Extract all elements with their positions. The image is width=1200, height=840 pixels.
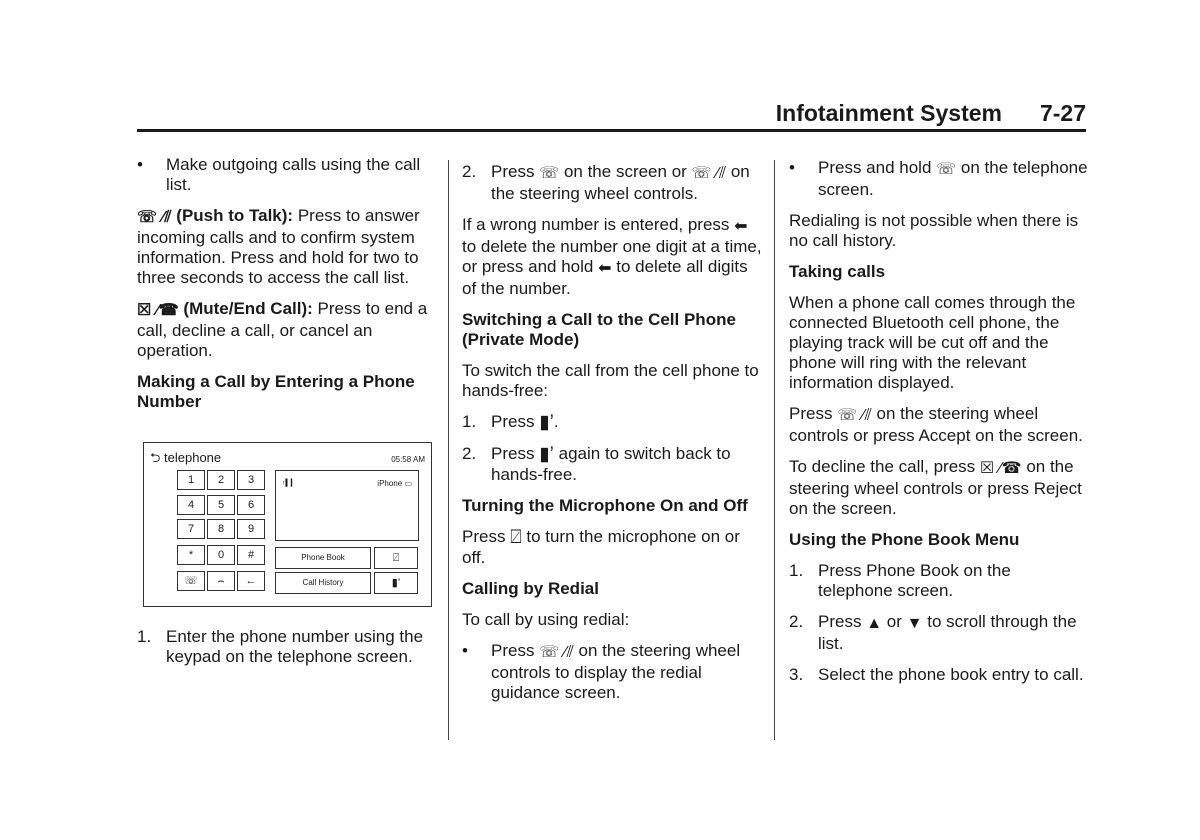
push-to-talk-label: (Push to Talk): — [176, 206, 294, 225]
section-heading: Using the Phone Book Menu — [789, 530, 1020, 549]
key-5: 5 — [207, 495, 235, 515]
key-3: 3 — [237, 470, 265, 490]
step-item — [789, 665, 1089, 685]
push-to-talk-icon: ∕⫽ — [716, 165, 727, 182]
down-arrow-icon: ▼ — [906, 615, 923, 632]
wrong-number-paragraph — [462, 215, 762, 299]
device-name: iPhone ▭ — [377, 479, 412, 488]
paragraph-text: on the steering wheel controls or press Accept on the screen. — [789, 404, 1083, 445]
phone-icon: ☏ — [691, 165, 712, 182]
step-text: Select the phone book entry to call. — [818, 665, 1084, 684]
step-number: 1. — [789, 561, 804, 580]
step-text: on the steering wheel controls. — [491, 162, 750, 203]
mic-paragraph — [462, 527, 762, 568]
page-number: 7-27 — [1039, 100, 1086, 126]
section-heading: Turning the Microphone On and Off — [462, 496, 748, 515]
step-text: Press — [491, 162, 535, 181]
step-number: 3. — [789, 665, 804, 684]
up-arrow-icon: ▲ — [866, 615, 883, 632]
section-heading: Switching a Call to the Cell Phone (Private Mode) — [462, 310, 736, 349]
key-1: 1 — [177, 470, 205, 490]
key-7: 7 — [177, 519, 205, 539]
figure-title: ⮌ telephone — [150, 450, 222, 465]
call-history-button: Call History — [275, 572, 371, 594]
taking-calls-paragraph: When a phone call comes through the connected Bluetooth cell phone, the playing track will be cut off and the phone will ring with the relevant information displayed. — [789, 293, 1076, 392]
list-item — [789, 158, 1089, 200]
step-item — [462, 444, 762, 485]
bullet-mark: • — [137, 155, 143, 174]
step-item — [789, 612, 1089, 654]
figure-time: 05:58 AM — [391, 455, 425, 464]
list-item — [462, 641, 762, 703]
section-heading: Taking calls — [789, 262, 886, 281]
handsfree-icon: ▮’ — [374, 572, 418, 594]
paragraph-text: If a wrong number is entered, press — [462, 215, 730, 234]
back-key-icon: ← — [237, 571, 265, 591]
mute-text: Press to end a call, decline a call, or cancel an operation. — [137, 299, 428, 360]
mute-icon: ☒ — [137, 302, 152, 319]
mute-paragraph — [137, 299, 437, 361]
step-number: 1. — [462, 412, 477, 431]
step-number: 1. — [137, 627, 152, 646]
step-text: Press — [491, 444, 535, 463]
step-number: 2. — [462, 444, 477, 463]
end-call-icon: ∕☎ — [156, 302, 179, 319]
push-to-talk-text: Press to answer incoming calls and to confirm system information. Press and hold for two to three seconds to access the call list. — [137, 206, 420, 287]
key-6: 6 — [237, 495, 265, 515]
step-text: Press — [818, 612, 862, 631]
call-display — [275, 470, 419, 541]
handsfree-icon: ▮’ — [539, 444, 554, 465]
device-name-text: iPhone — [377, 479, 403, 488]
step-text: Press Phone Book on the telephone screen. — [818, 561, 1011, 600]
paragraph-text: to delete the number one digit at a time, or press and hold — [462, 237, 762, 276]
key-hash: # — [237, 545, 265, 565]
section-title: Infotainment System — [775, 100, 1002, 126]
column-3 — [789, 158, 1089, 696]
backspace-icon: ⬅ — [598, 260, 612, 277]
mute-icon: ☒ — [979, 460, 995, 477]
paragraph-text: Press — [462, 527, 506, 546]
column-divider-1 — [448, 160, 449, 740]
step-text: to scroll through the list. — [818, 612, 1077, 653]
end-call-icon: ∕☎ — [998, 460, 1022, 477]
list-item-text: on the telephone screen. — [818, 158, 1088, 199]
figure-title-text: telephone — [164, 450, 222, 465]
paragraph-text: to turn the microphone on or off. — [462, 527, 740, 567]
push-to-talk-paragraph — [137, 206, 437, 288]
step-text: or — [886, 612, 902, 631]
column-1 — [137, 155, 437, 678]
step-text: again to switch back to hands-free. — [491, 444, 731, 484]
paragraph-text: Press — [789, 404, 833, 423]
key-2: 2 — [207, 470, 235, 490]
mute-label: (Mute/End Call): — [183, 299, 313, 318]
list-item — [137, 155, 437, 195]
push-to-talk-icon: ∕⫽ — [563, 644, 574, 661]
step-item — [462, 162, 762, 204]
push-to-talk-icon: ∕⫽ — [161, 209, 172, 226]
step-number: 2. — [789, 612, 804, 631]
telephone-screen-figure — [143, 442, 432, 607]
key-8: 8 — [207, 519, 235, 539]
mic-icon: ⍁ — [374, 547, 418, 569]
step-item — [789, 561, 1089, 601]
key-0: 0 — [207, 545, 235, 565]
call-key-icon: ☏ — [177, 571, 205, 591]
key-star: * — [177, 545, 205, 565]
list-item-text: on the steering wheel controls to display the redial guidance screen. — [491, 641, 741, 702]
phone-icon: ☏ — [936, 161, 957, 178]
page-header — [137, 100, 1086, 130]
step-item — [462, 412, 762, 433]
backspace-icon: ⬅ — [734, 218, 748, 235]
paragraph-text: on the steering wheel controls or press Reject on the screen. — [789, 457, 1082, 518]
phone-icon: ☏ — [137, 209, 158, 226]
key-4: 4 — [177, 495, 205, 515]
section-heading: Calling by Redial — [462, 579, 599, 598]
key-9: 9 — [237, 519, 265, 539]
switch-paragraph: To switch the call from the cell phone to hands-free: — [462, 361, 759, 400]
decline-paragraph — [789, 457, 1089, 519]
step-text: . — [553, 412, 559, 431]
section-heading: Making a Call by Entering a Phone Number — [137, 372, 415, 411]
phone-icon: ☏ — [539, 165, 560, 182]
list-item-text: Press — [491, 641, 535, 660]
redial-paragraph: To call by using redial: — [462, 610, 630, 629]
phone-icon: ☏ — [837, 407, 858, 424]
redial-note: Redialing is not possible when there is no call history. — [789, 211, 1079, 250]
list-item-text: Press and hold — [818, 158, 932, 177]
step-number: 2. — [462, 162, 477, 181]
handsfree-icon: ▮’ — [539, 412, 554, 433]
step-text: on the screen or — [563, 162, 687, 181]
bullet-mark: • — [789, 158, 795, 177]
column-divider-2 — [774, 160, 775, 740]
step-text: Press — [491, 412, 535, 431]
step-text: Enter the phone number using the keypad on the telephone screen. — [166, 627, 424, 666]
paragraph-text: To decline the call, press — [789, 457, 976, 476]
step-item — [137, 627, 437, 667]
mic-icon: ⍁ — [510, 527, 522, 548]
accept-paragraph — [789, 404, 1089, 446]
phone-book-button: Phone Book — [275, 547, 371, 569]
list-item-text: Make outgoing calls using the call list. — [166, 155, 421, 194]
paragraph-text: to delete all digits of the number. — [462, 257, 748, 298]
header-divider — [137, 129, 1086, 132]
phone-icon: ☏ — [539, 644, 560, 661]
end-key-icon: ⌢ — [207, 571, 235, 591]
push-to-talk-icon: ∕⫽ — [861, 407, 872, 424]
column-2 — [462, 162, 762, 714]
signal-icon: ↑▍▎ — [282, 480, 297, 487]
bullet-mark: • — [462, 641, 468, 660]
